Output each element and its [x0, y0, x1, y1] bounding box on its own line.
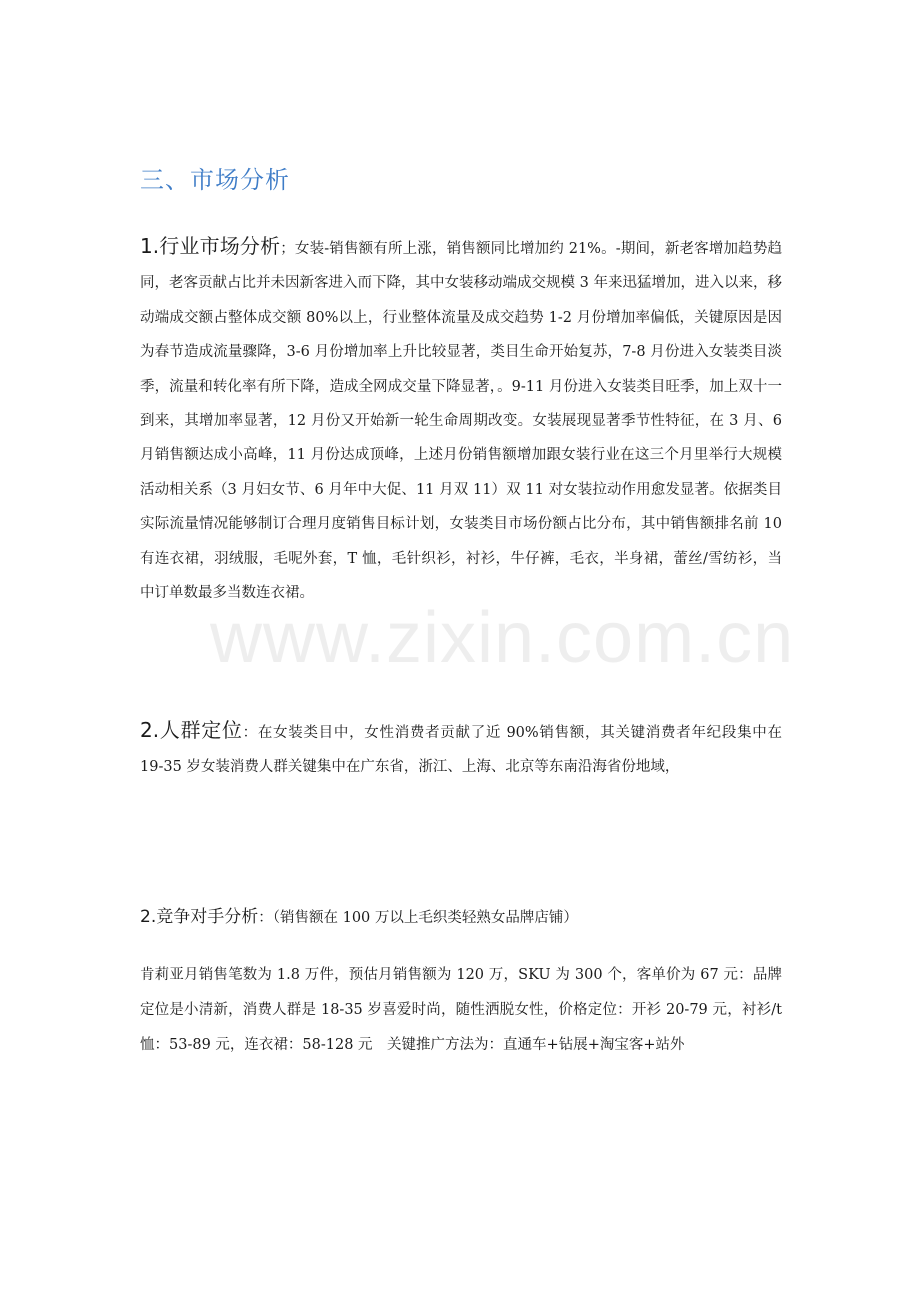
crowd-positioning-paragraph — [140, 713, 782, 784]
industry-analysis-lead: 1.行业市场分析 — [140, 234, 281, 258]
competitor-detail-paragraph: 肯莉亚月销售笔数为 1.8 万件，预估月销售额为 120 万，SKU 为 300 个，客单价为 67 元：品牌定位是小清新，消费人群是 18-35 岁喜爱时尚，随性洒脱女性，价格定位：开衫 20-79 元，衬衫/t 恤：53-89 元，连衣裙：58-128 元 关键推广方法为：直通车+钻展+淘宝客+站外 — [140, 967, 782, 1053]
industry-analysis-body: ；女装-销售额有所上涨，销售额同比增加约 21%。-期间，新老客增加趋势趋同，老客贡献占比并未因新客进入而下降，其中女装移动端成交规模 3 年来迅猛增加，进入以来，移动端成交额占整体成交额 80%以上，行业整体流量及成交趋势 1-2 月份增加率偏低，关键原因是因为春节造成流量骤降，3-6 月份增加率上升比较显著，类目生命开始复苏，7-8 月份进入女装类目淡季，流量和转化率有所下降，造成全网成交量下降显著，。9-11 月份进入女装类目旺季，加上双十一到来，其增加率显著，12 月份又开始新一轮生命周期改变。女装展现显著季节性特征，在 3 月、6 月销售额达成小高峰，11 月份达成顶峰，上述月份销售额增加跟女装行业在这三个月里举行大规模活动相关系（3 月妇女节、6 月年中大促、11 月双 11）双 11 对女装拉动作用愈发显著。依据类目实际流量情况能够制订合理月度销售目标计划，女装类目市场份额占比分布，其中销售额排名前 10 有连衣裙，羽绒服，毛呢外套，T 恤，毛针织衫，衬衫，牛仔裤，毛衣，半身裙，蕾丝/雪纺衫，当中订单数最多当数连衣裙。 — [140, 241, 782, 602]
competitor-analysis-lead: 2.竞争对手分析 — [140, 907, 259, 927]
competitor-analysis-heading — [140, 903, 782, 932]
crowd-positioning-body: ：在女装类目中，女性消费者贡献了近 90%销售额，其关键消费者年纪段集中在 19-35 岁女装消费人群关键集中在广东省，浙江、上海、北京等东南沿海省份地域， — [140, 725, 782, 775]
section-title: 三、市场分析 — [140, 166, 290, 194]
competitor-analysis-note: ：（销售额在 100 万以上毛织类轻熟女品牌店铺） — [258, 910, 578, 926]
industry-analysis-paragraph — [140, 229, 782, 610]
crowd-positioning-lead: 2.人群定位 — [140, 718, 243, 742]
watermark: www.zixin.com.cn — [210, 598, 795, 678]
